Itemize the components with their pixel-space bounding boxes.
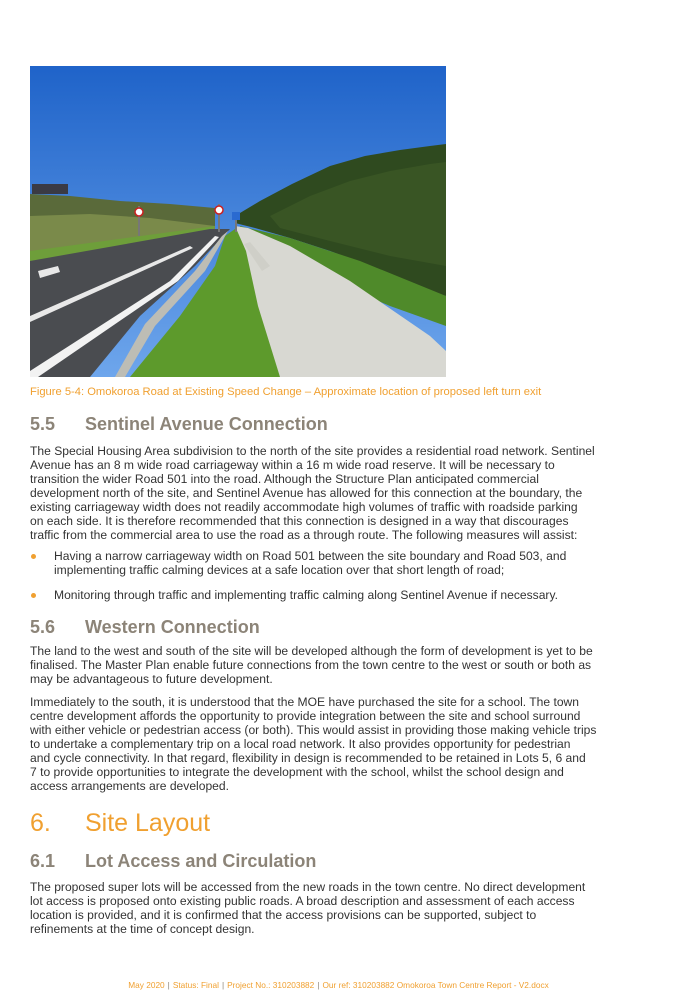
text-line: traffic from the commercial area to use the road as a through route. The following measures will assist: <box>30 528 578 542</box>
text-line: Avenue has an 8 m wide road carriageway within a 16 m wide road reserve. It will be necessary to <box>30 458 555 472</box>
text-line: The land to the west and south of the site will be developed although the form of development is yet to be <box>30 644 593 658</box>
footer-separator: | <box>221 980 225 990</box>
bullet-icon <box>31 593 36 598</box>
section-6-1-heading <box>30 851 316 872</box>
bullet-item <box>30 588 650 602</box>
bullet-item <box>30 549 650 577</box>
text-line: Immediately to the south, it is understood that the MOE have purchased the site for a school. The town <box>30 695 580 709</box>
page-footer <box>0 980 677 990</box>
road-photo <box>30 66 446 377</box>
section-number: 5.6 <box>30 617 56 637</box>
footer-date: May 2020 <box>128 980 165 990</box>
text-line: The Special Housing Area subdivision to the north of the site provides a residential road network. Sentinel <box>30 444 595 458</box>
footer-status: Status: Final <box>172 980 219 990</box>
text-line: lot access is proposed onto existing public roads. A broad description and assessment of each access <box>30 894 575 908</box>
footer-project: Project No.: 310203882 <box>227 980 315 990</box>
text-line: and cycle connectivity. In that regard, flexibility in design is recommended to be retained in Lots 5, 6 and <box>30 751 586 765</box>
section-number: 6. <box>30 809 51 837</box>
text-line: may be advantageous to future development. <box>30 672 273 686</box>
section-6-1-paragraph <box>30 880 650 936</box>
text-line: location is provided, and it is confirmed that the access provisions can be supported, subject to <box>30 908 537 922</box>
section-5-5-heading <box>30 414 328 435</box>
text-line: centre development affords the opportunity to provide integration between the site and school surround <box>30 709 581 723</box>
section-number: 5.5 <box>30 414 56 434</box>
footer-ref: Our ref: 310203882 Omokoroa Town Centre Report - V2.docx <box>322 980 549 990</box>
section-5-5-paragraph <box>30 444 650 542</box>
text-line: to undertake a complementary trip on a local road network. It also provides opportunity for pedestrian <box>30 737 571 751</box>
text-line: development north of the site, and Sentinel Avenue has allowed for this connection at the boundary, the <box>30 486 583 500</box>
bullet-icon <box>31 554 36 559</box>
text-line: Having a narrow carriageway width on Road 501 between the site boundary and Road 503, and <box>54 549 567 563</box>
section-5-6-heading <box>30 617 260 638</box>
text-line: refinements at the time of concept design. <box>30 922 255 936</box>
text-line: transition the wider Road 501 into the road. Although the Structure Plan anticipated commercial <box>30 472 539 486</box>
section-5-6-paragraph-2 <box>30 695 650 793</box>
footer-separator: | <box>167 980 170 990</box>
text-line: Monitoring through traffic and implementing traffic calming along Sentinel Avenue if necessary. <box>54 588 558 602</box>
section-title: Site Layout <box>85 809 211 837</box>
text-line: existing carriageway width does not readily accommodate high volumes of traffic with roadside parking <box>30 500 578 514</box>
text-line: with either vehicle or pedestrian access (or both). This would assist in providing those making vehicle trips <box>30 723 597 737</box>
section-6-heading <box>30 809 210 838</box>
text-line: on each side. It is therefore recommended that this connection is designed in a way that discourages <box>30 514 569 528</box>
section-number: 6.1 <box>30 851 56 871</box>
section-title: Lot Access and Circulation <box>85 851 317 871</box>
footer-separator: | <box>317 980 320 990</box>
figure-caption: Figure 5-4: Omokoroa Road at Existing Speed Change – Approximate location of proposed left turn exit <box>30 386 542 398</box>
text-line: implementing traffic calming devices at a safe location over that short length of road; <box>54 563 505 577</box>
section-title: Western Connection <box>85 617 260 637</box>
section-5-6-paragraph-1 <box>30 644 650 686</box>
text-line: finalised. The Master Plan enable future connections from the town centre to the west or south or both as <box>30 658 592 672</box>
text-line: 7 to provide opportunities to integrate the development with the school, whilst the school design and <box>30 765 564 779</box>
section-title: Sentinel Avenue Connection <box>85 414 328 434</box>
text-line: access arrangements are developed. <box>30 779 229 793</box>
text-line: The proposed super lots will be accessed from the new roads in the town centre. No direct development <box>30 880 586 894</box>
